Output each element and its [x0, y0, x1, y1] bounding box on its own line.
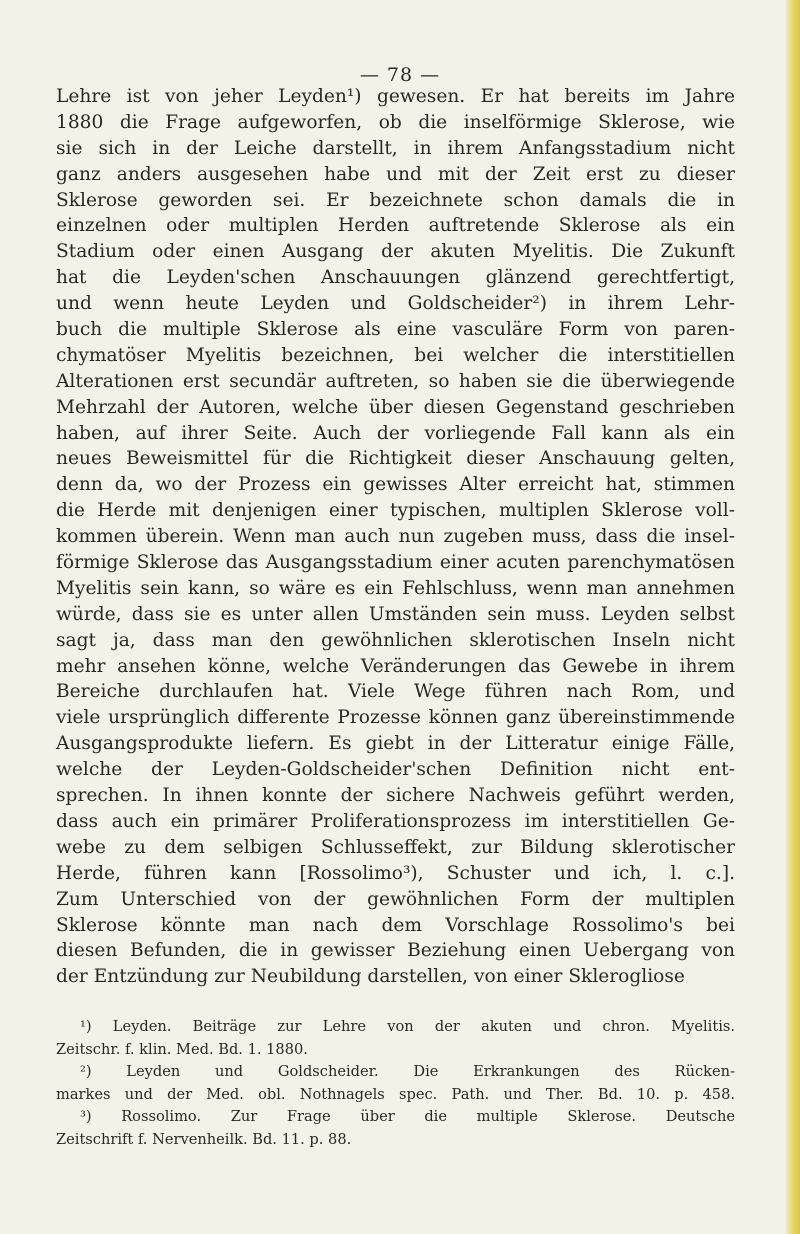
text-line: sie sich in der Leiche darstellt, in ihrem Anfangsstadium nicht [56, 137, 735, 159]
text-line: einzelnen oder multiplen Herden auftretende Sklerose als ein [56, 215, 735, 237]
text-line: Sklerose könnte man nach dem Vorschlage Rossolimo's bei [56, 914, 735, 936]
footnote-line: Zeitschrift f. Nervenheilk. Bd. 11. p. 88. [56, 1130, 352, 1148]
text-line: ganz anders ausgesehen habe und mit der Zeit erst zu dieser [56, 163, 735, 185]
text-line: Herde, führen kann [Rossolimo³), Schuster und ich, l. c.]. [56, 862, 735, 884]
text-line: und wenn heute Leyden und Goldscheider²) in ihrem Lehr- [56, 293, 735, 315]
text-line: Alterationen erst secundär auftreten, so haben sie die überwiegende [56, 370, 735, 392]
text-line: sagt ja, dass man den gewöhnlichen sklerotischen Inseln nicht [56, 629, 735, 651]
text-line: viele ursprünglich differente Prozesse können ganz übereinstimmende [56, 707, 735, 729]
text-line: buch die multiple Sklerose als eine vasculäre Form von paren- [56, 319, 735, 341]
footnotes [56, 1016, 735, 1152]
text-line: Myelitis sein kann, so wäre es ein Fehlschluss, wenn man annehmen [56, 577, 735, 599]
text-line: hat die Leyden'schen Anschauungen glänzend gerechtfertigt, [56, 267, 735, 289]
text-line: dass auch ein primärer Proliferationsprozess im interstitiellen Ge- [56, 810, 735, 832]
text-line: Stadium oder einen Ausgang der akuten Myelitis. Die Zukunft [56, 241, 735, 263]
text-line: würde, dass sie es unter allen Umständen sein muss. Leyden selbst [56, 603, 735, 625]
text-line: chymatöser Myelitis bezeichnen, bei welcher die interstitiellen [56, 344, 735, 366]
text-line: diesen Befunden, die in gewisser Beziehung einen Uebergang von [56, 940, 735, 962]
page-edge [786, 0, 800, 1234]
text-line: Mehrzahl der Autoren, welche über diesen Gegenstand geschrieben [56, 396, 735, 418]
text-line: mehr ansehen könne, welche Veränderungen das Gewebe in ihrem [56, 655, 735, 677]
text-line: Zum Unterschied von der gewöhnlichen Form der multiplen [56, 888, 735, 910]
text-line: 1880 die Frage aufgeworfen, ob die inselförmige Sklerose, wie [56, 111, 735, 133]
text-line: Ausgangsprodukte liefern. Es giebt in der Litteratur einige Fälle, [56, 733, 735, 755]
text-line: die Herde mit denjenigen einer typischen, multiplen Sklerose voll- [56, 500, 735, 522]
body-text [56, 84, 735, 990]
text-line: kommen überein. Wenn man auch nun zugeben muss, dass die insel- [56, 526, 735, 548]
text-line: Lehre ist von jeher Leyden¹) gewesen. Er hat bereits im Jahre [56, 86, 735, 107]
text-line: Bereiche durchlaufen hat. Viele Wege führen nach Rom, und [56, 681, 735, 703]
text-line: sprechen. In ihnen konnte der sichere Nachweis geführt werden, [56, 785, 735, 807]
page-number: — 78 — [359, 64, 441, 86]
footnote-line: ¹) Leyden. Beiträge zur Lehre von der akuten und chron. Myelitis. [80, 1018, 735, 1035]
text-line: denn da, wo der Prozess ein gewisses Alter erreicht hat, stimmen [56, 474, 735, 496]
text-line: Sklerose geworden sei. Er bezeichnete schon damals die in [56, 189, 735, 211]
text-line: webe zu dem selbigen Schlusseffekt, zur Bildung sklerotischer [56, 836, 735, 858]
text-line: förmige Sklerose das Ausgangsstadium einer acuten parenchymatösen [56, 552, 735, 574]
footnote-line: ²) Leyden und Goldscheider. Die Erkrankungen des Rücken- [80, 1063, 735, 1081]
footnote-line: ³) Rossolimo. Zur Frage über die multiple Sklerose. Deutsche [80, 1108, 735, 1126]
footnote-line: markes und der Med. obl. Nothnagels spec. Path. und Ther. Bd. 10. p. 458. [56, 1085, 735, 1103]
text-line: haben, auf ihrer Seite. Auch der vorliegende Fall kann als ein [56, 422, 735, 444]
text-line: der Entzündung zur Neubildung darstellen, von einer Sklerogliose [56, 966, 685, 988]
text-line: neues Beweismittel für die Richtigkeit dieser Anschauung gelten, [56, 448, 735, 470]
text-line: welche der Leyden-Goldscheider'schen Definition nicht ent- [56, 759, 735, 781]
footnote-line: Zeitschr. f. klin. Med. Bd. 1. 1880. [56, 1040, 308, 1058]
